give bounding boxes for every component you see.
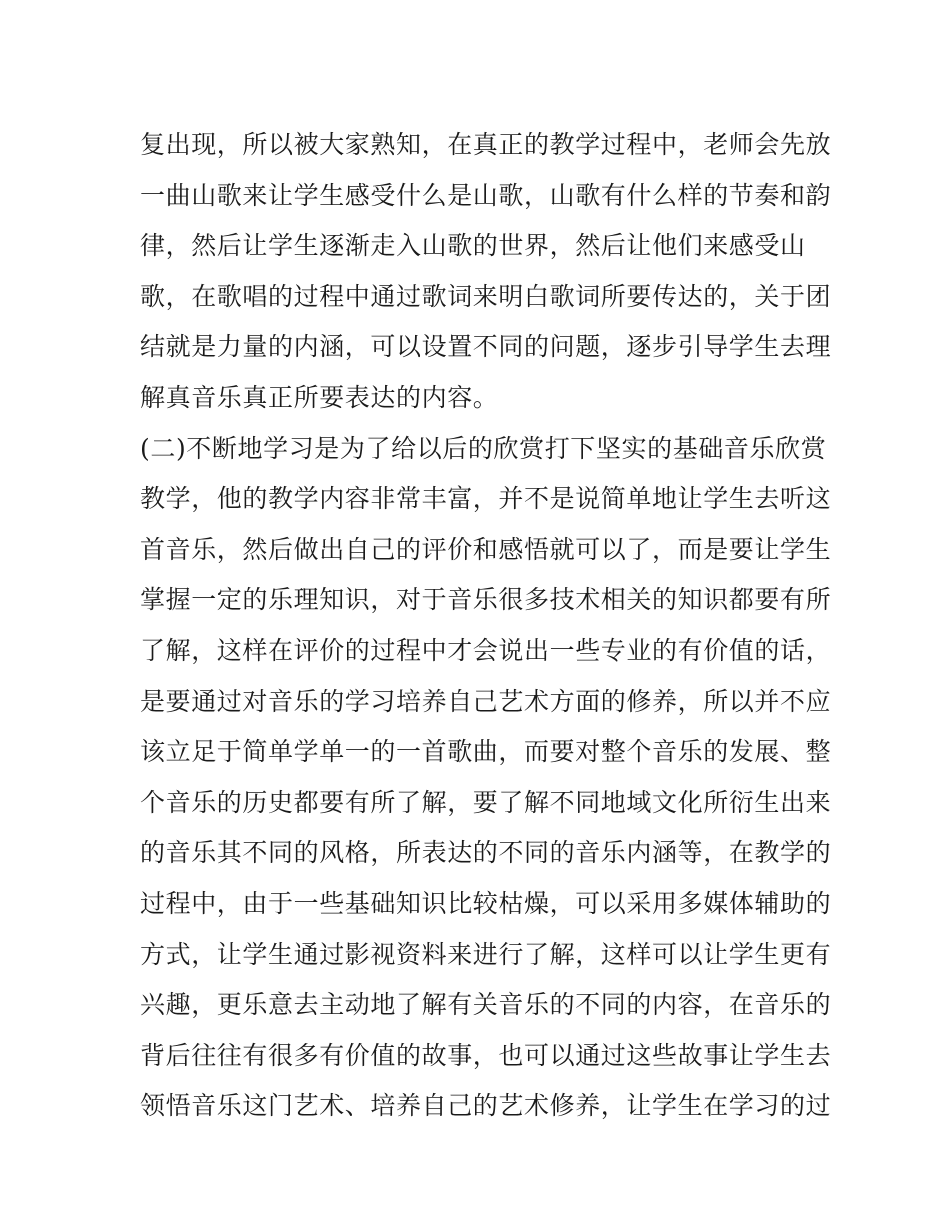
text-line: 是要通过对音乐的学习培养自己艺术方面的修养，所以并不应	[140, 686, 832, 716]
text-line: 一曲山歌来让学生感受什么是山歌，山歌有什么样的节奏和韵	[140, 180, 832, 210]
text-line: 个音乐的历史都要有所了解，要了解不同地域文化所衍生出来	[140, 787, 832, 817]
text-line: 结就是力量的内涵，可以设置不同的问题，逐步引导学生去理	[140, 332, 832, 362]
text-line: 首音乐，然后做出自己的评价和感悟就可以了，而是要让学生	[140, 534, 832, 564]
text-line: 的音乐其不同的风格，所表达的不同的音乐内涵等，在教学的	[140, 838, 832, 868]
text-line: (二)不断地学习是为了给以后的欣赏打下坚实的基础音乐欣赏	[140, 433, 827, 463]
text-line: 方式，让学生通过影视资料来进行了解，这样可以让学生更有	[140, 939, 832, 969]
text-line: 复出现，所以被大家熟知，在真正的教学过程中，老师会先放	[140, 130, 832, 159]
text-line: 过程中，由于一些基础知识比较枯燥，可以采用多媒体辅助的	[140, 888, 832, 918]
text-line: 掌握一定的乐理知识，对于音乐很多技术相关的知识都要有所	[140, 585, 832, 615]
text-line: 解真音乐真正所要表达的内容。	[140, 382, 499, 412]
text-line: 了解，这样在评价的过程中才会说出一些专业的有价值的话，	[140, 635, 832, 665]
body-text	[140, 130, 832, 1144]
text-line: 兴趣，更乐意去主动地了解有关音乐的不同的内容，在音乐的	[140, 990, 832, 1020]
text-line: 背后往往有很多有价值的故事，也可以通过这些故事让学生去	[140, 1040, 832, 1070]
text-line: 律，然后让学生逐渐走入山歌的世界，然后让他们来感受山	[140, 231, 806, 261]
text-line: 歌，在歌唱的过程中通过歌词来明白歌词所要传达的，关于团	[140, 281, 832, 311]
text-line: 领悟音乐这门艺术、培养自己的艺术修养，让学生在学习的过	[140, 1091, 832, 1121]
text-line: 教学，他的教学内容非常丰富，并不是说简单地让学生去听这	[140, 484, 832, 514]
text-line: 该立足于简单学单一的一首歌曲，而要对整个音乐的发展、整	[140, 737, 832, 767]
